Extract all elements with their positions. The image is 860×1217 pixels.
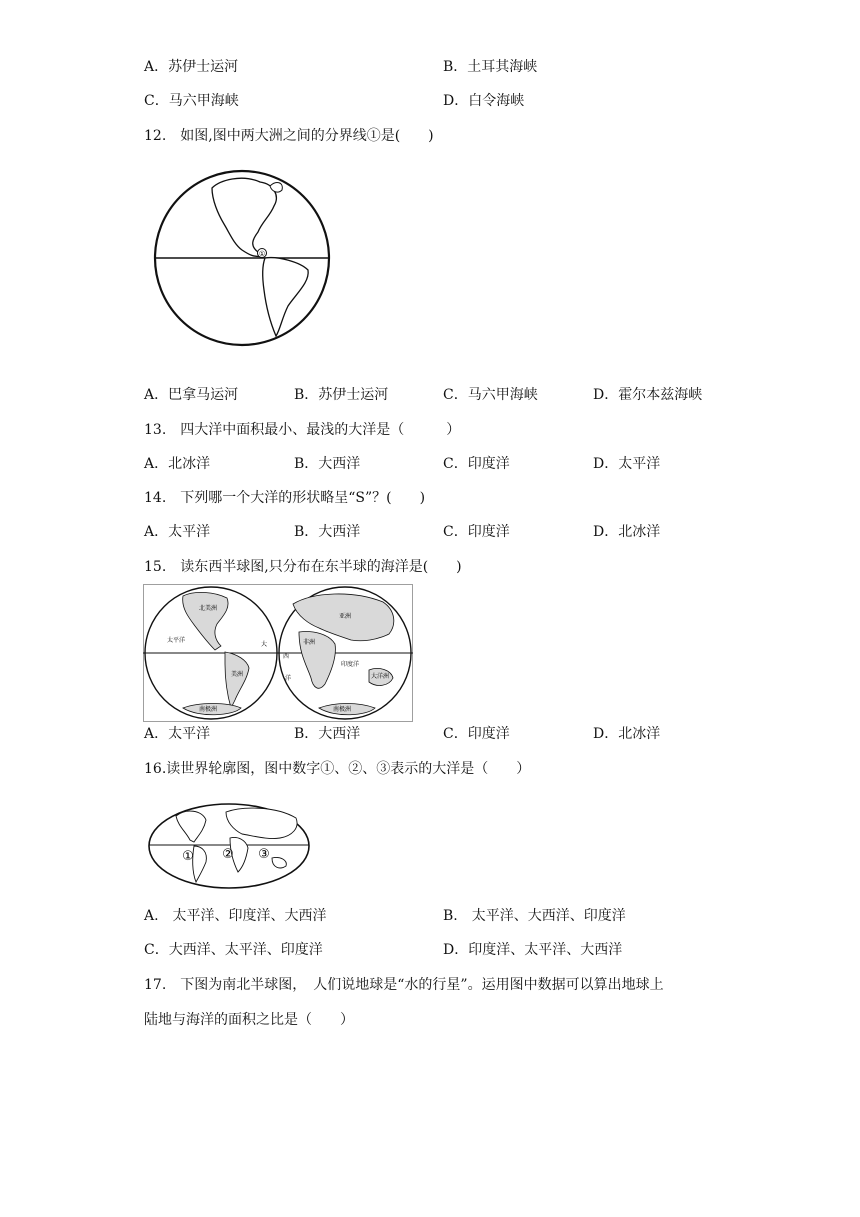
- label-indian: 印度洋: [341, 661, 360, 668]
- q16-option-a[interactable]: A. 太平洋、印度洋、大西洋: [144, 908, 327, 924]
- q16-stem: 16.读世界轮廓图，图中数字①、②、③表示的大洋是（ ）: [144, 761, 531, 777]
- q17-stem-line2: 陆地与海洋的面积之比是（ ）: [144, 1012, 354, 1028]
- q12-stem: 12. 如图,图中两大洲之间的分界线①是( ): [144, 128, 434, 144]
- q12-option-b[interactable]: B．苏伊士运河: [294, 387, 389, 403]
- q14-option-b[interactable]: B．大西洋: [294, 524, 361, 540]
- q11-option-c[interactable]: C．马六甲海峡: [144, 93, 239, 109]
- label-oceania: 大洋洲: [371, 673, 390, 680]
- q14-option-c[interactable]: C．印度洋: [443, 524, 510, 540]
- label-xi: 西: [283, 653, 290, 660]
- label-antarctica-west: 南极洲: [199, 706, 218, 713]
- q11-option-b[interactable]: B．土耳其海峡: [443, 59, 538, 75]
- label-south-america: 美洲: [231, 671, 244, 678]
- q13-option-a[interactable]: A．北冰洋: [144, 456, 211, 472]
- q16-world-outline-figure: [146, 800, 312, 892]
- q14-option-a[interactable]: A．太平洋: [144, 524, 211, 540]
- q15-option-d[interactable]: D．北冰洋: [593, 726, 661, 742]
- label-africa: 非洲: [303, 639, 316, 646]
- q12-option-c[interactable]: C．马六甲海峡: [443, 387, 538, 403]
- q14-option-d[interactable]: D．北冰洋: [593, 524, 661, 540]
- q12-option-a[interactable]: A．巴拿马运河: [144, 387, 239, 403]
- q16-marker-2: ②: [222, 847, 234, 862]
- q13-option-c[interactable]: C．印度洋: [443, 456, 510, 472]
- q16-marker-3: ③: [258, 847, 270, 862]
- q15-option-b[interactable]: B．大西洋: [294, 726, 361, 742]
- q11-option-a[interactable]: A．苏伊士运河: [144, 59, 239, 75]
- q14-stem: 14. 下列哪一个大洋的形状略呈“S”？( ): [144, 490, 426, 506]
- q12-option-d[interactable]: D．霍尔本兹海峡: [593, 387, 703, 403]
- q16-option-d[interactable]: D．印度洋、太平洋、大西洋: [443, 942, 623, 958]
- q12-figure-marker: ①: [258, 250, 266, 258]
- q11-option-d[interactable]: D．白令海峡: [443, 93, 525, 109]
- q13-stem: 13. 四大洋中面积最小、最浅的大洋是（ ）: [144, 422, 461, 438]
- label-yang: 洋: [285, 675, 292, 682]
- label-atlantic-west: 大: [261, 641, 268, 648]
- q12-hemisphere-figure: [150, 166, 335, 351]
- q15-east-west-hemisphere-figure: [143, 584, 413, 722]
- label-antarctica-east: 南极洲: [333, 706, 352, 713]
- q16-option-c[interactable]: C．大西洋、太平洋、印度洋: [144, 942, 323, 958]
- q15-option-a[interactable]: A．太平洋: [144, 726, 211, 742]
- label-asia: 亚洲: [339, 613, 352, 620]
- q16-marker-1: ①: [182, 849, 194, 864]
- q15-option-c[interactable]: C．印度洋: [443, 726, 510, 742]
- q13-option-b[interactable]: B．大西洋: [294, 456, 361, 472]
- q17-stem-line1: 17. 下图为南北半球图， 人们说地球是“水的行星”。运用图中数据可以算出地球上: [144, 977, 664, 993]
- q15-stem: 15. 读东西半球图,只分布在东半球的海洋是( ): [144, 559, 462, 575]
- label-north-america: 北美洲: [199, 605, 218, 612]
- q16-option-b[interactable]: B. 太平洋、大西洋、印度洋: [443, 908, 626, 924]
- q13-option-d[interactable]: D．太平洋: [593, 456, 661, 472]
- label-pacific: 太平洋: [167, 637, 186, 644]
